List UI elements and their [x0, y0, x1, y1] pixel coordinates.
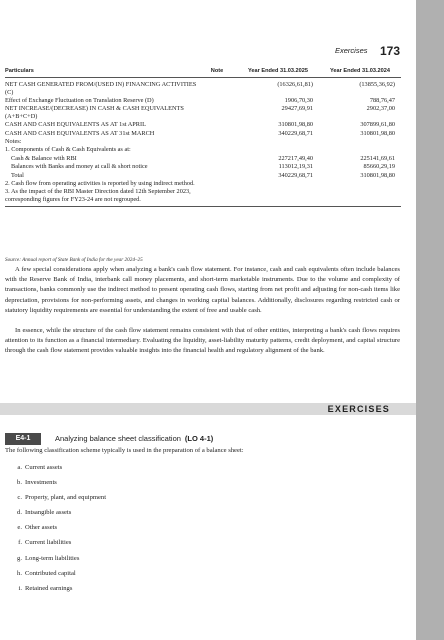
row-value-2024: 85660,29,19	[363, 163, 395, 171]
learning-objective: (LO 4-1)	[184, 434, 214, 444]
row-label: 1. Components of Cash & Cash Equivalents as at:	[5, 146, 131, 154]
list-item: e. Other assets	[17, 524, 58, 532]
table-row	[5, 121, 401, 129]
row-label: Notes:	[5, 138, 22, 146]
row-value-2025: 227217,49,40	[278, 154, 313, 162]
table-row	[5, 138, 401, 146]
exercise-number-badge: E4-1	[5, 433, 41, 445]
classification-list	[5, 460, 106, 596]
row-label: Balances with Banks and money at call & short notice	[11, 163, 148, 171]
row-label: CASH AND CASH EQUIVALENTS AS AT 1st APRIL	[5, 121, 146, 129]
list-item: a. Current assets	[17, 464, 63, 471]
table-header-row	[5, 68, 401, 78]
cash-flow-table	[5, 68, 401, 207]
body-paragraph: A few special considerations apply when analyzing a bank's cash flow statement. For instance, cash and cash equivalents often include balances with the Reserve Bank of India, interbank call money placements, and short-term marketable instruments. Due to the volume and complexity of transactions, banks commonly use the indirect method to present operating cash flows, starting from net profit and adjusting for non-cash items like depreciation, provisions for non-performing assets, and changes in working capital balances. Additionally, disclosures regarding restricted cash or statutory liquidity requirements are essential for understanding the extent of free and usable cash.	[5, 266, 400, 314]
row-label: NET CASH GENERATED FROM/(USED IN) FINANCING ACTIVITIES (C)	[5, 81, 197, 96]
row-label: 2. Cash flow from operating activities is reported by using indirect method.	[5, 179, 195, 187]
row-value-2024: 310801,98,80	[360, 171, 395, 179]
list-item: h. Contributed capital	[17, 569, 76, 577]
col-header-note: Note	[197, 68, 237, 78]
table-row	[5, 180, 401, 188]
row-value-2024: 310801,98,80	[360, 129, 395, 137]
table-row	[5, 154, 401, 162]
exercise-header	[5, 430, 213, 442]
running-head-section: Exercises	[335, 46, 368, 56]
exercises-banner	[0, 403, 416, 415]
row-value-2024: 307899,61,80	[360, 121, 395, 129]
source-note: Source: Annual report of State Bank of India for the year 2024–25	[5, 257, 143, 263]
table-row	[5, 97, 401, 105]
list-item: g. Long-term liabilities	[17, 554, 80, 562]
row-value-2024: 2902,37,00	[366, 105, 395, 113]
row-value-2025: 310801,98,80	[278, 121, 313, 129]
exercise-intro: The following classification scheme typically is used in the preparation of a balance sheet:	[5, 447, 244, 454]
row-label: Cash & Balance with RBI	[11, 154, 77, 162]
row-label: Total	[11, 171, 24, 179]
row-value-2024: (13855,36,92)	[359, 81, 395, 88]
list-item: d. Intsangible assets	[17, 509, 72, 517]
col-header-2024: Year Ended 31.03.2024	[319, 68, 401, 78]
row-value-2024: 788,76,47	[369, 96, 395, 104]
page-number: 173	[379, 43, 400, 58]
body-paragraph: In essence, while the structure of the cash flow statement remains consistent with that of other entities, interpreting a bank's cash flows requires attention to its function as a financial intermediary. Evaluating the liquidity, asset-liability maturity patterns, credit deployment, and capital structure through the cash flow statement provides valuable insights into the financial health and regulatory alignment of the bank.	[5, 327, 400, 355]
table-row	[5, 78, 401, 97]
row-value-2025: 113012,19,31	[278, 163, 313, 171]
exercises-heading: EXERCISES	[327, 404, 390, 414]
table-row	[5, 129, 401, 137]
table-row	[5, 188, 401, 206]
row-label: NET INCREASE/(DECREASE) IN CASH & CASH EQUIVALENTS (A+B+C+D)	[5, 105, 184, 120]
list-item: i. Retained earnings	[18, 584, 73, 592]
table-row	[5, 105, 401, 121]
page-edge-sidebar	[416, 0, 444, 640]
row-value-2024: 225141,69,61	[360, 154, 395, 162]
list-item: b. Investments	[17, 479, 57, 487]
col-header-2025: Year Ended 31.03.2025	[237, 68, 319, 78]
col-header-particulars: Particulars	[5, 68, 197, 78]
row-label: CASH AND CASH EQUIVALENTS AS AT 31st MARCH	[5, 129, 155, 137]
table-row	[5, 163, 401, 171]
running-head	[0, 42, 400, 60]
table-row	[5, 171, 401, 179]
row-value-2025: 340229,68,71	[278, 129, 313, 137]
list-item: c. Property, plant, and equipment	[17, 494, 107, 502]
list-item: f. Current liabilities	[18, 539, 72, 547]
row-value-2025: 1906,70,30	[284, 96, 313, 104]
row-value-2025: (16326,61,81)	[277, 81, 313, 88]
row-label: Effect of Exchange Fluctuation on Translation Reserve (D)	[5, 96, 154, 104]
row-value-2025: 340229,68,71	[278, 171, 313, 179]
row-value-2025: 29427,69,91	[281, 105, 313, 113]
exercise-title: Analyzing balance sheet classification	[55, 434, 181, 444]
row-label: 3. As the impact of the RBI Master Direction dated 12th September 2023, corresponding figures for FY23-24 are not regrouped.	[5, 188, 197, 206]
table-row	[5, 146, 401, 154]
